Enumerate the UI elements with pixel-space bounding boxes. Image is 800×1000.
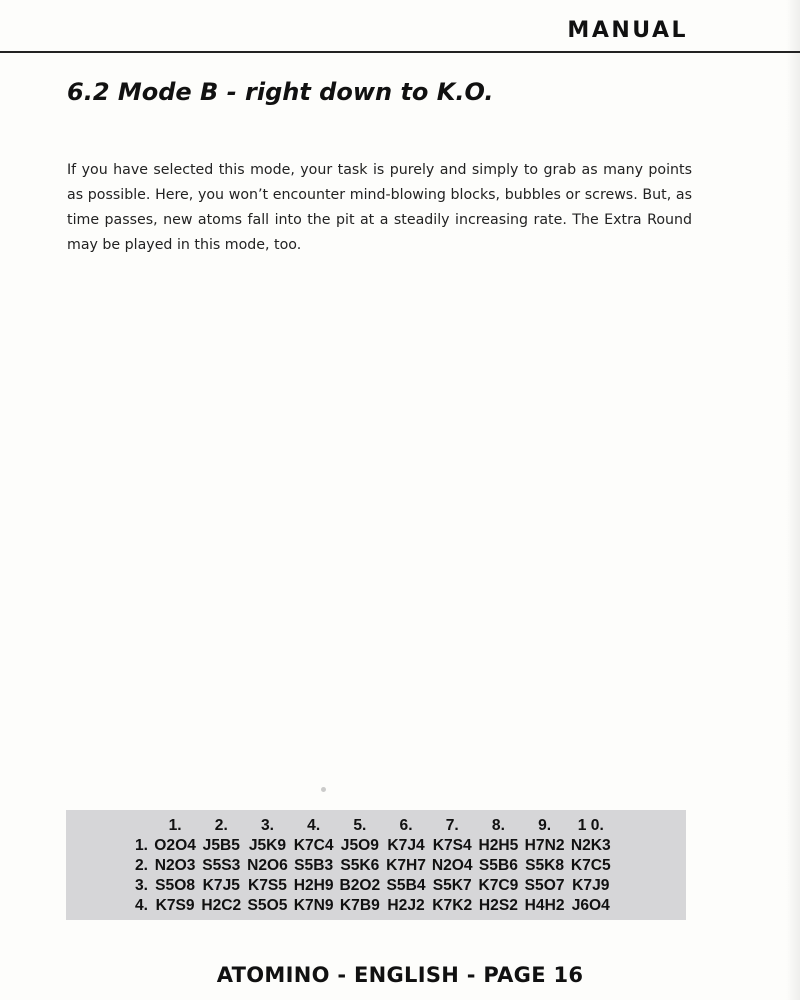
code-cell: H2H5: [478, 837, 519, 854]
row-label: 3.: [134, 877, 148, 894]
code-cell: S5B6: [478, 857, 518, 874]
row-label: 4.: [134, 897, 148, 914]
code-cell: K7C4: [293, 837, 334, 854]
row-label: 2.: [134, 857, 148, 874]
code-cell: K7S4: [432, 837, 472, 854]
column-header: 9.: [538, 817, 552, 834]
row-label: 1.: [134, 837, 148, 854]
code-cell: K7C9: [478, 877, 519, 894]
code-cell: S5B4: [386, 877, 426, 894]
column-header: 6.: [399, 817, 413, 834]
code-cell: J5K9: [248, 837, 287, 854]
code-cell: H7N2: [524, 837, 565, 854]
code-cell: J6O4: [571, 897, 610, 914]
column-header: 1.: [168, 817, 182, 834]
code-cell: K7B9: [339, 897, 380, 914]
code-cell: B2O2: [339, 877, 381, 894]
code-grid: [126, 816, 614, 916]
code-cell: S5O8: [155, 877, 196, 894]
code-cell: H2H9: [293, 877, 334, 894]
code-cell: H4H2: [524, 897, 565, 914]
page-edge-shadow: [786, 0, 800, 1000]
code-cell: K7J9: [572, 877, 610, 894]
code-cell: S5K6: [340, 857, 380, 874]
section-title: 6.2 Mode B - right down to K.O.: [67, 78, 494, 106]
code-cell: K7J4: [387, 837, 425, 854]
code-cell: S5K7: [432, 877, 472, 894]
code-cell: N2K3: [570, 837, 611, 854]
code-cell: K7H7: [386, 857, 426, 874]
code-cell: H2J2: [387, 897, 425, 914]
column-header: 5.: [353, 817, 367, 834]
code-cell: H2S2: [478, 897, 518, 914]
code-cell: K7K2: [432, 897, 473, 914]
code-cell: J5O9: [340, 837, 379, 854]
code-cell: S5O5: [247, 897, 288, 914]
code-cell: S5B3: [294, 857, 334, 874]
code-cell: O2O4: [154, 837, 196, 854]
code-cell: S5O7: [524, 877, 565, 894]
code-cell: H2C2: [201, 897, 242, 914]
code-cell: N2O6: [247, 857, 288, 874]
code-cell: K7N9: [293, 897, 334, 914]
column-header: 1 0.: [577, 817, 604, 834]
header-rule: [0, 51, 800, 53]
column-header: 7.: [445, 817, 459, 834]
column-header: 2.: [214, 817, 228, 834]
code-cell: K7S9: [155, 897, 195, 914]
body-paragraph: If you have selected this mode, your task is purely and simply to grab as many points as possible. Here, you won’t encounter mind-blowing blocks, bubbles or screws. But, as time passes, new atoms fall into the pit at a steadily increasing rate. The Extra Round may be played in this mode, too.: [67, 162, 692, 253]
code-cell: N2O4: [431, 857, 473, 874]
code-cell: S5S3: [202, 857, 241, 874]
code-table: [66, 810, 686, 920]
code-cell: N2O3: [154, 857, 196, 874]
column-header: 8.: [491, 817, 505, 834]
running-header: MANUAL: [567, 18, 688, 43]
column-header: 3.: [260, 817, 274, 834]
code-cell: K7C5: [570, 857, 611, 874]
code-cell: K7J5: [202, 877, 240, 894]
code-cell: J5B5: [202, 837, 240, 854]
page-footer: ATOMINO - ENGLISH - PAGE 16: [216, 963, 584, 987]
print-speck: [321, 787, 326, 792]
column-header: 4.: [307, 817, 321, 834]
code-cell: K7S5: [247, 877, 287, 894]
code-cell: S5K8: [525, 857, 565, 874]
